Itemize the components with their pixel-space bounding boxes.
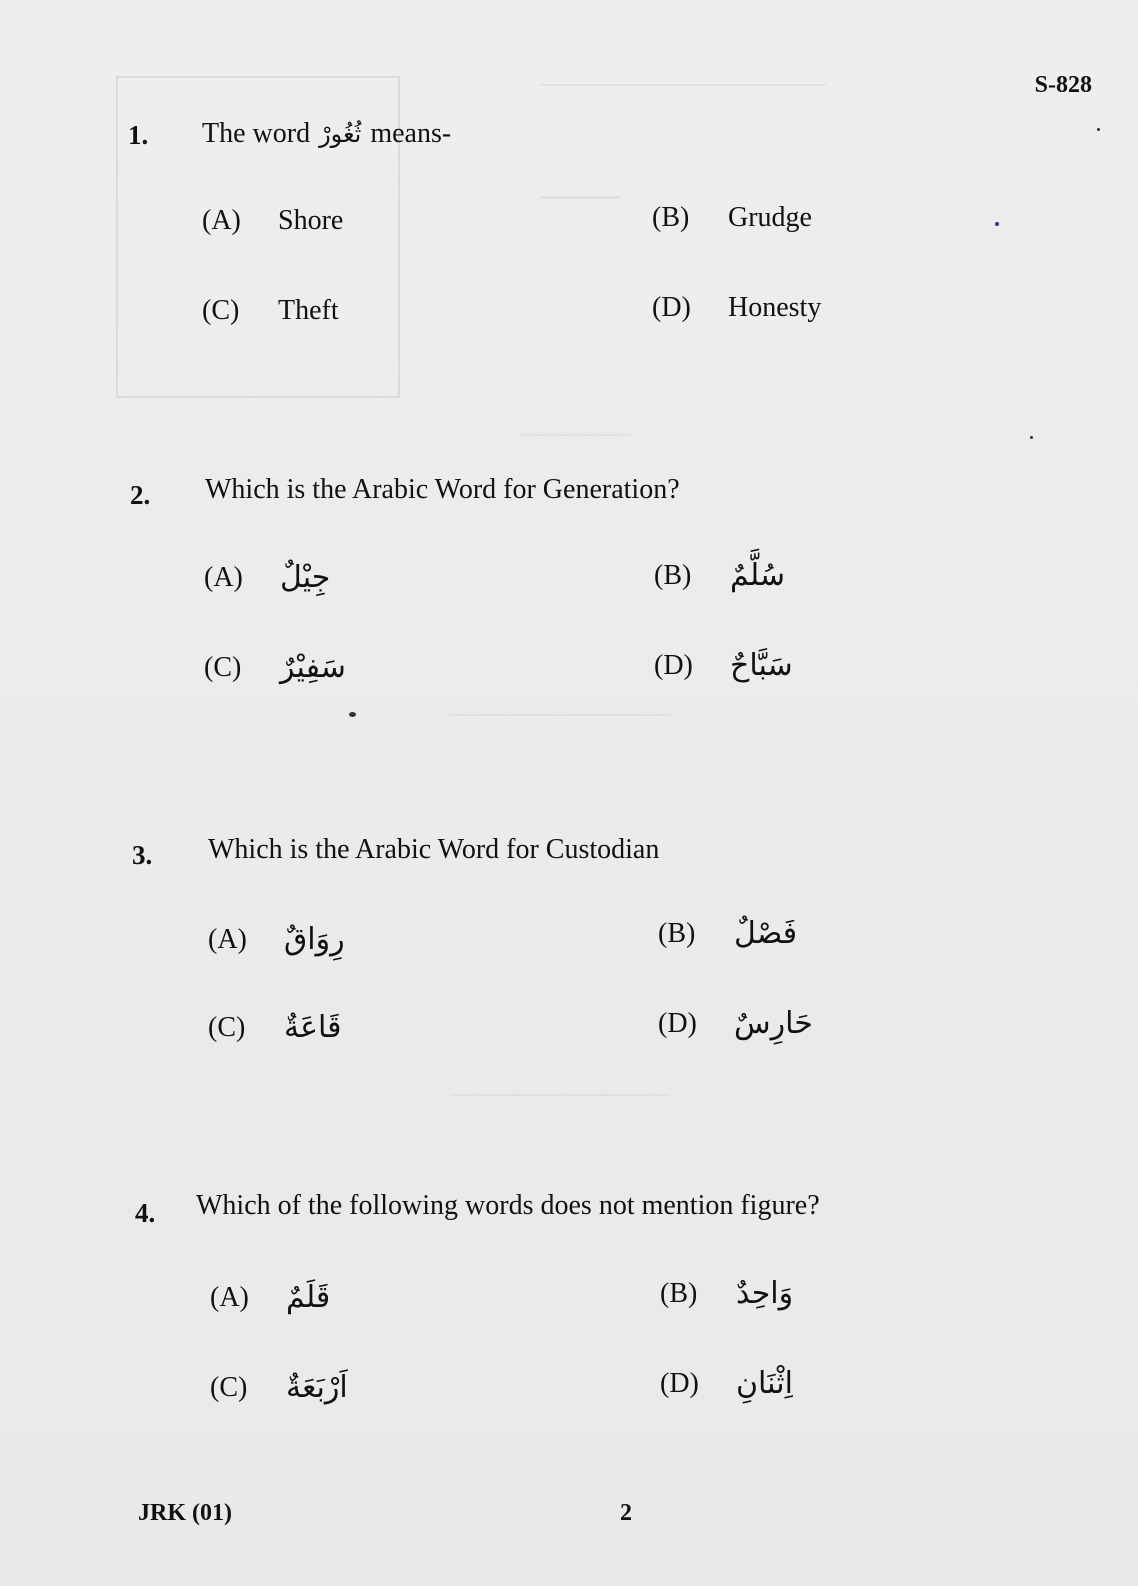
question-number: 4.	[135, 1198, 156, 1228]
option-c[interactable]	[210, 1370, 348, 1405]
option-label: (D)	[654, 649, 693, 681]
option-text: سَفِيْرٌ	[280, 650, 346, 685]
option-text: Grudge	[728, 202, 812, 233]
bleed-through-text: ——————————	[450, 1080, 670, 1105]
footer-code: JRK (01)	[138, 1500, 232, 1526]
option-text: سَبَّاحٌ	[730, 648, 793, 683]
option-text: Shore	[278, 205, 344, 236]
option-label: (D)	[652, 292, 691, 323]
question-text-after: means-	[370, 118, 452, 149]
scan-speck	[1030, 436, 1033, 439]
bleed-through-text: ——————————	[450, 700, 670, 725]
option-d[interactable]	[660, 1366, 793, 1401]
option-label: (D)	[660, 1367, 699, 1399]
scan-speck	[995, 222, 999, 226]
scan-speck	[349, 712, 356, 717]
option-label: (B)	[652, 202, 690, 233]
question-number: 3.	[132, 840, 153, 870]
option-c[interactable]	[202, 295, 339, 327]
option-text: اَرْبَعَةٌ	[286, 1370, 348, 1405]
question-text: Which is the Arabic Word for Generation?	[205, 474, 680, 505]
option-d[interactable]	[658, 1006, 813, 1041]
option-b[interactable]	[652, 202, 812, 234]
option-label: (C)	[210, 1371, 248, 1403]
option-d[interactable]	[654, 648, 793, 683]
option-text: رِوَاقٌ	[284, 922, 345, 957]
question-number: 2.	[130, 480, 151, 510]
option-b[interactable]	[660, 1276, 793, 1311]
option-label: (C)	[202, 295, 240, 326]
option-label: (A)	[208, 923, 247, 955]
paper-code: S-828	[1034, 72, 1092, 98]
arabic-word: ثُغُورْ	[319, 120, 362, 148]
option-a[interactable]	[202, 205, 343, 237]
page-number: 2	[620, 1500, 632, 1526]
option-text: جِيْلٌ	[280, 560, 331, 595]
option-a[interactable]	[208, 922, 345, 957]
option-label: (A)	[204, 561, 243, 593]
option-label: (D)	[658, 1007, 697, 1039]
option-text: حَارِسٌ	[734, 1006, 813, 1041]
option-c[interactable]	[204, 650, 346, 685]
option-label: (C)	[208, 1011, 246, 1043]
question-text: Which is the Arabic Word for Custodian	[208, 834, 660, 865]
question-text: Which of the following words does not mention figure?	[196, 1190, 820, 1221]
option-text: Theft	[278, 295, 339, 326]
option-d[interactable]	[652, 292, 821, 324]
option-label: (A)	[210, 1281, 249, 1313]
option-text: وَاحِدٌ	[736, 1276, 794, 1311]
option-b[interactable]	[658, 916, 797, 951]
option-label: (B)	[658, 917, 696, 949]
bleed-through-text: —————	[520, 420, 630, 445]
option-label: (B)	[654, 559, 692, 591]
scan-speck	[1097, 128, 1100, 131]
option-label: (A)	[202, 205, 241, 236]
question-text-before: The word	[202, 118, 311, 149]
option-c[interactable]	[208, 1010, 341, 1045]
option-text: فَصْلٌ	[734, 916, 798, 951]
option-b[interactable]	[654, 558, 785, 593]
option-text: اِثْنَانِ	[736, 1366, 793, 1401]
option-text: قَاعَةٌ	[284, 1010, 342, 1045]
question-text	[202, 118, 451, 150]
option-label: (B)	[660, 1277, 698, 1309]
option-text: قَلَمٌ	[286, 1280, 331, 1315]
option-text: سُلَّمٌ	[730, 558, 786, 593]
option-a[interactable]	[204, 560, 330, 595]
option-text: Honesty	[728, 292, 822, 323]
option-a[interactable]	[210, 1280, 330, 1315]
bleed-through-text: —————————————	[540, 70, 826, 95]
question-number: 1.	[128, 120, 149, 150]
bleed-through-text: ——	[540, 171, 620, 216]
option-label: (C)	[204, 651, 242, 683]
